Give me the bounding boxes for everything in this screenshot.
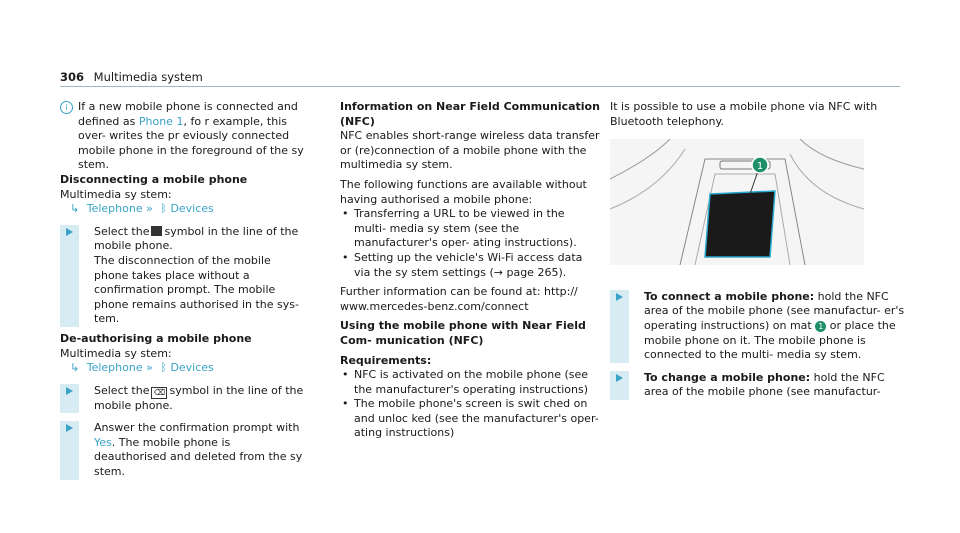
nfc-functions: The following functions are available without having authorised a mobile phone: [340, 177, 587, 206]
using-heading: Using the mobile phone with Near Field Com- munication (NFC) [340, 319, 586, 347]
nfc-intro: NFC enables short-range wireless data transfer or (re)connection of a mobile phone with the multimedia sy stem. [340, 129, 600, 172]
system-label: Multimedia sy stem: [60, 187, 172, 201]
requirements-heading: Requirements: [340, 353, 432, 367]
disconnect-heading: Disconnecting a mobile phone [60, 172, 248, 186]
nfc-heading: Information on Near Field Communication (NFC) [340, 100, 600, 128]
list-item: • Transferring a URL to be viewed in the multi- media sy stem (see the manufacturer's oper- ating instructions). [354, 207, 600, 251]
page-number: 306 [60, 70, 85, 84]
path-devices-2[interactable]: Devices [170, 361, 214, 375]
section-title: Multimedia system [93, 70, 203, 84]
column-3 [610, 100, 910, 400]
step-bar [610, 290, 629, 363]
step-arrow-icon [66, 424, 73, 432]
list-item: • Setting up the vehicle's Wi-Fi access data via the sy stem settings (→ page 265). [354, 251, 600, 280]
nfc-bluetooth-intro: It is possible to use a mobile phone via NFC with Bluetooth telephony. [610, 100, 878, 128]
double-chevron-icon: » [146, 202, 153, 216]
step-connect: To connect a mobile phone: hold the NFC area of the mobile phone (see manufactur- er's operating instructions) on mat 1 or place the mobile phone on it. The mobile phone is connected to the multi- media sy stem. [610, 290, 910, 363]
system-label-2: Multimedia sy stem: [60, 346, 172, 360]
step-change: To change a mobile phone: hold the NFC area of the mobile phone (see manufactur- [610, 371, 910, 400]
path-arrow-icon: ↳ [70, 202, 80, 216]
further-info: Further information can be found at: http:// www.mercedes-benz.com/connect [340, 285, 578, 313]
step-arrow-icon [66, 387, 73, 395]
list-item: • NFC is activated on the mobile phone (see the manufacturer's operating instructions) [354, 368, 600, 397]
step-arrow-icon [66, 228, 73, 236]
phone1-link[interactable]: Phone 1 [138, 114, 184, 128]
info-icon: i [60, 101, 73, 114]
delete-symbol-icon: ⌫ [151, 387, 167, 399]
bluetooth-icon: ᛒ [160, 361, 167, 375]
deauth-heading: De-authorising a mobile phone [60, 331, 252, 345]
step-arrow-icon [616, 293, 623, 301]
column-2 [340, 100, 600, 441]
svg-text:1: 1 [756, 161, 764, 173]
step-bar [60, 384, 79, 414]
path-arrow-icon: ↳ [70, 361, 80, 375]
note: i If a new mobile phone is connected and defined as Phone 1, fo r example, this over- writes the pr eviously connected mobile phone in the foreground of the sy stem. [60, 100, 305, 173]
step-deauth-confirm: Answer the confirmation prompt with Yes. The mobile phone is deauthorised and deleted from the sy stem. [60, 421, 305, 479]
step-description: The disconnection of the mobile phone takes place without a confirmation prompt. The mobile phone remains authorised in the sys- tem. [94, 253, 299, 326]
menu-path [60, 202, 305, 217]
menu-path-2 [60, 361, 305, 376]
step-disconnect: Select the symbol in the line of the mobile phone. The disconnection of the mobile phone takes place without a confirmation prompt. The mobile phone remains authorised in the sys- tem. [60, 225, 305, 327]
step-arrow-icon [616, 374, 623, 382]
step-bar [60, 421, 79, 479]
step-bar [610, 371, 629, 400]
step-deauth-select: Select the ⌫ symbol in the line of the mobile phone. [60, 384, 305, 414]
path-telephone[interactable]: Telephone [86, 202, 143, 216]
header-rule [60, 86, 900, 87]
disconnect-symbol-icon [151, 226, 162, 236]
page-header [60, 70, 203, 84]
column-1 [60, 100, 305, 480]
yes-link[interactable]: Yes [94, 435, 112, 449]
bluetooth-icon: ᛒ [160, 202, 167, 216]
console-mat-illustration [610, 139, 864, 265]
callout-marker-inline: 1 [815, 321, 826, 332]
double-chevron-icon: » [146, 361, 153, 375]
requirements-list [340, 368, 600, 441]
nfc-function-list [340, 207, 600, 280]
path-telephone-2[interactable]: Telephone [86, 361, 143, 375]
list-item: • The mobile phone's screen is swit ched on and unloc ked (see the manufacturer's oper- ating instructions) [354, 397, 600, 441]
step-bar [60, 225, 79, 327]
path-devices[interactable]: Devices [170, 202, 214, 216]
